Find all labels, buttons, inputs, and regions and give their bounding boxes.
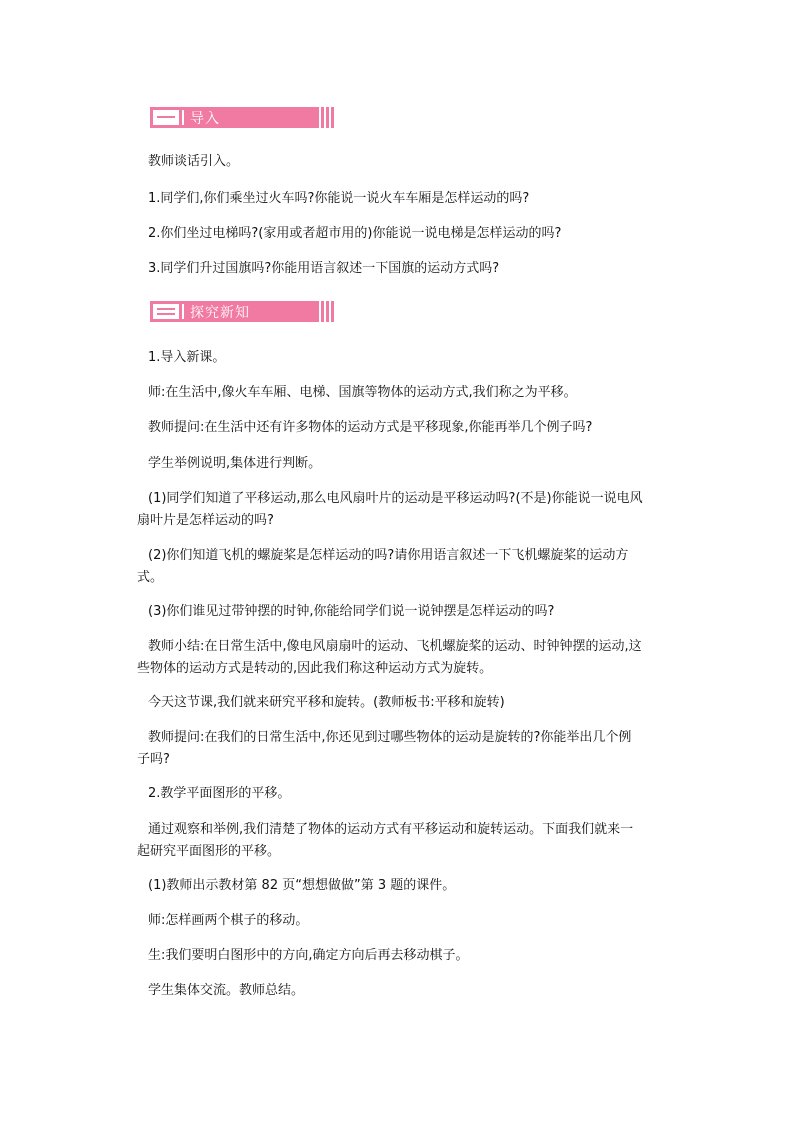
paragraph: 通过观察和举例,我们清楚了物体的运动方式有平移运动和旋转运动。下面我们就来一 (148, 822, 634, 837)
paragraph: 教师小结:在日常生活中,像电风扇扇叶的运动、飞机螺旋桨的运动、时钟钟摆的运动,这 (148, 639, 642, 654)
paragraph: 3.同学们升过国旗吗?你能用语言叙述一下国旗的运动方式吗? (148, 261, 500, 276)
paragraph: 学生集体交流。教师总结。 (148, 983, 305, 998)
paragraph-continuation: 子吗? (137, 752, 170, 767)
section-number-mark (153, 110, 179, 125)
paragraph: 学生举例说明,集体进行判断。 (148, 456, 322, 471)
paragraph-continuation: 些物体的运动方式是转动的,因此我们称这种运动方式为旋转。 (137, 661, 493, 676)
paragraph: 教师提问:在我们的日常生活中,你还见到过哪些物体的运动是旋转的?你能举出几个例 (148, 730, 632, 745)
paragraph: 2.你们坐过电梯吗?(家用或者超市用的)你能说一说电梯是怎样运动的吗? (148, 226, 562, 241)
header-divider (182, 304, 184, 319)
paragraph: 2.教学平面图形的平移。 (148, 786, 291, 801)
paragraph: 1.导入新课。 (148, 350, 226, 365)
paragraph: 教师谈话引入。 (148, 154, 240, 169)
paragraph-continuation: 式。 (137, 570, 164, 585)
section-title: 导入 (190, 110, 220, 127)
paragraph: 今天这节课,我们就来研究平移和旋转。(教师板书:平移和旋转) (148, 695, 505, 710)
paragraph-continuation: 起研究平面图形的平移。 (137, 844, 281, 859)
paragraph: 教师提问:在生活中还有许多物体的运动方式是平移现象,你能再举几个例子吗? (148, 420, 593, 435)
section-header-explore (150, 301, 334, 322)
paragraph: (3)你们谁见过带钟摆的时钟,你能给同学们说一说钟摆是怎样运动的吗? (148, 604, 555, 619)
paragraph: (2)你们知道飞机的螺旋桨是怎样运动的吗?请你用语言叙述一下飞机螺旋桨的运动方 (148, 548, 629, 563)
section-header-intro (150, 107, 334, 128)
paragraph-continuation: 扇叶片是怎样运动的吗? (137, 513, 274, 528)
paragraph: 1.同学们,你们乘坐过火车吗?你能说一说火车车厢是怎样运动的吗? (148, 191, 530, 206)
paragraph: 师:怎样画两个棋子的移动。 (148, 913, 309, 928)
header-divider (182, 110, 184, 125)
paragraph: 师:在生活中,像火车车厢、电梯、国旗等物体的运动方式,我们称之为平移。 (148, 385, 577, 400)
section-number-mark (153, 304, 179, 319)
paragraph: 生:我们要明白图形中的方向,确定方向后再去移动棋子。 (148, 948, 469, 963)
header-stripes (316, 301, 331, 322)
section-title: 探究新知 (190, 304, 250, 321)
paragraph: (1)教师出示教材第 82 页“想想做做”第 3 题的课件。 (148, 878, 456, 893)
paragraph: (1)同学们知道了平移运动,那么电风扇叶片的运动是平移运动吗?(不是)你能说一说电风 (148, 491, 643, 506)
header-stripes (316, 107, 331, 128)
